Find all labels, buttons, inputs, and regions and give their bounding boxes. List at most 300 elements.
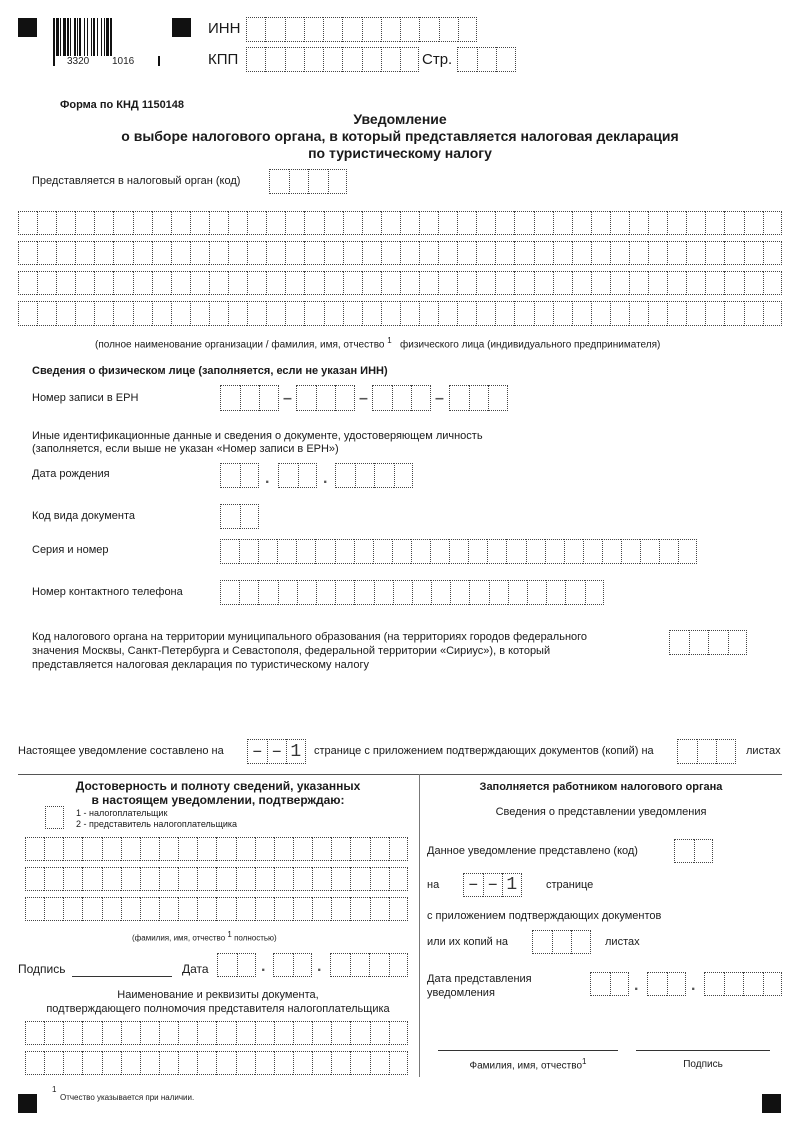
char-cell[interactable]: [362, 301, 381, 326]
char-cell[interactable]: [197, 897, 216, 921]
char-cell[interactable]: [197, 867, 216, 891]
char-cell[interactable]: [140, 897, 159, 921]
char-cell[interactable]: [705, 301, 724, 326]
char-cell[interactable]: [648, 211, 667, 235]
char-cell[interactable]: [152, 211, 171, 235]
char-cell[interactable]: [259, 385, 279, 411]
char-cell[interactable]: [335, 580, 354, 605]
char-cell[interactable]: [274, 897, 293, 921]
char-cell[interactable]: [514, 271, 533, 295]
char-cell[interactable]: [602, 539, 621, 564]
char-cell[interactable]: [705, 271, 724, 295]
char-cell[interactable]: [553, 241, 572, 265]
char-cell[interactable]: [316, 580, 335, 605]
char-cell[interactable]: [534, 241, 553, 265]
char-cell[interactable]: [514, 211, 533, 235]
char-cell[interactable]: [304, 47, 323, 72]
char-cell[interactable]: [285, 47, 304, 72]
sign-year-input[interactable]: [330, 953, 408, 977]
char-cell[interactable]: [495, 241, 514, 265]
char-cell[interactable]: [342, 47, 361, 72]
char-cell[interactable]: [82, 897, 101, 921]
char-cell[interactable]: [648, 241, 667, 265]
char-cell[interactable]: [591, 211, 610, 235]
char-cell[interactable]: [220, 385, 240, 411]
char-cell[interactable]: [94, 211, 113, 235]
char-cell[interactable]: [285, 271, 304, 295]
char-cell[interactable]: [370, 1051, 389, 1075]
char-cell[interactable]: [476, 211, 495, 235]
char-cell[interactable]: [178, 867, 197, 891]
char-cell[interactable]: [621, 539, 640, 564]
char-cell[interactable]: [489, 580, 508, 605]
char-cell[interactable]: [362, 211, 381, 235]
char-cell[interactable]: [534, 271, 553, 295]
char-cell[interactable]: [216, 1021, 235, 1045]
char-cell[interactable]: [274, 1051, 293, 1075]
char-cell[interactable]: [171, 271, 190, 295]
char-cell[interactable]: [121, 1021, 140, 1045]
char-cell[interactable]: [763, 271, 782, 295]
char-cell[interactable]: [350, 897, 369, 921]
char-cell[interactable]: [708, 630, 728, 655]
char-cell[interactable]: [430, 539, 449, 564]
char-cell[interactable]: [526, 539, 545, 564]
char-cell[interactable]: [171, 301, 190, 326]
birth-day-input[interactable]: [220, 463, 259, 488]
char-cell[interactable]: [330, 953, 350, 977]
char-cell[interactable]: [247, 241, 266, 265]
char-cell[interactable]: [82, 867, 101, 891]
char-cell[interactable]: [495, 271, 514, 295]
char-cell[interactable]: [258, 539, 277, 564]
char-cell[interactable]: [102, 867, 121, 891]
ern-input-group-2[interactable]: [296, 385, 355, 411]
char-cell[interactable]: [293, 837, 312, 861]
char-cell[interactable]: [56, 241, 75, 265]
char-cell[interactable]: [316, 385, 336, 411]
char-cell[interactable]: [508, 580, 527, 605]
char-cell[interactable]: [304, 271, 323, 295]
char-cell[interactable]: [209, 301, 228, 326]
char-cell[interactable]: [37, 211, 56, 235]
char-cell[interactable]: [236, 867, 255, 891]
char-cell[interactable]: [438, 301, 457, 326]
char-cell[interactable]: [381, 301, 400, 326]
char-cell[interactable]: [394, 463, 414, 488]
char-cell[interactable]: [370, 837, 389, 861]
char-cell[interactable]: [374, 580, 393, 605]
char-cell[interactable]: [411, 385, 431, 411]
char-cell[interactable]: [629, 301, 648, 326]
char-cell[interactable]: [293, 867, 312, 891]
char-cell[interactable]: [374, 463, 394, 488]
char-cell[interactable]: [255, 837, 274, 861]
char-cell[interactable]: [324, 241, 343, 265]
ern-input-group-4[interactable]: [449, 385, 508, 411]
char-cell[interactable]: [419, 17, 438, 42]
char-cell[interactable]: [532, 930, 552, 954]
char-cell[interactable]: [312, 867, 331, 891]
char-cell[interactable]: [546, 580, 565, 605]
char-cell[interactable]: [610, 271, 629, 295]
char-cell[interactable]: [487, 539, 506, 564]
char-cell[interactable]: [381, 241, 400, 265]
char-cell[interactable]: [400, 47, 419, 72]
char-cell[interactable]: [324, 211, 343, 235]
char-cell[interactable]: [56, 211, 75, 235]
char-cell[interactable]: [419, 301, 438, 326]
char-cell[interactable]: [152, 271, 171, 295]
char-cell[interactable]: [647, 972, 667, 996]
officer-date-year-input[interactable]: [704, 972, 782, 996]
char-cell[interactable]: [468, 539, 487, 564]
char-cell[interactable]: [266, 271, 285, 295]
char-cell[interactable]: [381, 211, 400, 235]
char-cell[interactable]: [236, 837, 255, 861]
char-cell[interactable]: [220, 504, 240, 529]
char-cell[interactable]: [315, 539, 334, 564]
char-cell[interactable]: [728, 630, 748, 655]
char-cell[interactable]: [585, 580, 604, 605]
char-cell[interactable]: [674, 839, 694, 863]
char-cell[interactable]: [44, 1051, 63, 1075]
char-cell[interactable]: [389, 867, 408, 891]
char-cell[interactable]: [266, 301, 285, 326]
char-cell[interactable]: [324, 271, 343, 295]
char-cell[interactable]: [274, 867, 293, 891]
char-cell[interactable]: [629, 271, 648, 295]
officer-pages-input[interactable]: [463, 873, 522, 897]
char-cell[interactable]: [350, 1051, 369, 1075]
char-cell[interactable]: [350, 953, 370, 977]
char-cell[interactable]: [37, 301, 56, 326]
char-cell[interactable]: [216, 897, 235, 921]
char-cell[interactable]: [372, 385, 392, 411]
char-cell[interactable]: [450, 580, 469, 605]
char-cell[interactable]: [419, 211, 438, 235]
char-cell[interactable]: [610, 211, 629, 235]
char-cell[interactable]: [362, 47, 381, 72]
char-cell[interactable]: [389, 837, 408, 861]
char-cell[interactable]: [247, 271, 266, 295]
rep-doc-row-1[interactable]: [25, 1021, 408, 1045]
char-cell[interactable]: [659, 539, 678, 564]
char-cell[interactable]: [667, 301, 686, 326]
char-cell[interactable]: [506, 539, 525, 564]
char-cell[interactable]: [331, 867, 350, 891]
char-cell[interactable]: [308, 169, 328, 194]
char-cell[interactable]: [354, 539, 373, 564]
char-cell[interactable]: [724, 301, 743, 326]
char-cell[interactable]: [228, 211, 247, 235]
char-cell[interactable]: [312, 1021, 331, 1045]
char-cell[interactable]: [469, 385, 489, 411]
char-cell[interactable]: [591, 271, 610, 295]
char-cell[interactable]: [285, 211, 304, 235]
char-cell[interactable]: [178, 837, 197, 861]
char-cell[interactable]: [25, 897, 44, 921]
char-cell[interactable]: [744, 301, 763, 326]
char-cell[interactable]: [331, 897, 350, 921]
char-cell[interactable]: [274, 1021, 293, 1045]
char-cell[interactable]: [591, 301, 610, 326]
char-cell[interactable]: [381, 271, 400, 295]
signer-fio-row-1[interactable]: [25, 837, 408, 861]
char-cell[interactable]: [18, 301, 37, 326]
char-cell[interactable]: [744, 211, 763, 235]
char-cell[interactable]: [343, 301, 362, 326]
char-cell[interactable]: [743, 972, 763, 996]
char-cell[interactable]: [477, 47, 497, 72]
char-cell[interactable]: [449, 539, 468, 564]
char-cell[interactable]: [239, 580, 258, 605]
char-cell[interactable]: [44, 1021, 63, 1045]
char-cell[interactable]: [102, 837, 121, 861]
char-cell[interactable]: [255, 867, 274, 891]
char-cell[interactable]: [724, 241, 743, 265]
char-cell[interactable]: [694, 839, 714, 863]
char-cell[interactable]: [274, 837, 293, 861]
char-cell[interactable]: [273, 953, 293, 977]
char-cell[interactable]: [140, 867, 159, 891]
organization-name-row-2[interactable]: [18, 241, 782, 265]
char-cell[interactable]: [476, 271, 495, 295]
char-cell[interactable]: [350, 837, 369, 861]
char-cell[interactable]: [56, 301, 75, 326]
char-cell[interactable]: [102, 1051, 121, 1075]
char-cell[interactable]: [121, 837, 140, 861]
char-cell[interactable]: [293, 953, 313, 977]
char-cell[interactable]: [246, 17, 265, 42]
char-cell[interactable]: [140, 837, 159, 861]
char-cell[interactable]: [362, 271, 381, 295]
char-cell[interactable]: [629, 241, 648, 265]
char-cell[interactable]: [463, 873, 483, 897]
char-cell[interactable]: [689, 630, 709, 655]
series-number-input[interactable]: [220, 539, 697, 564]
char-cell[interactable]: [572, 241, 591, 265]
char-cell[interactable]: [82, 837, 101, 861]
char-cell[interactable]: [178, 1021, 197, 1045]
char-cell[interactable]: [571, 930, 591, 954]
char-cell[interactable]: [449, 385, 469, 411]
char-cell[interactable]: [514, 241, 533, 265]
char-cell[interactable]: [438, 241, 457, 265]
char-cell[interactable]: [724, 211, 743, 235]
char-cell[interactable]: [400, 17, 419, 42]
char-cell[interactable]: [667, 271, 686, 295]
char-cell[interactable]: [716, 739, 736, 764]
char-cell[interactable]: [667, 972, 687, 996]
char-cell[interactable]: [495, 301, 514, 326]
char-cell[interactable]: [293, 897, 312, 921]
char-cell[interactable]: [744, 271, 763, 295]
char-cell[interactable]: [293, 1051, 312, 1075]
char-cell[interactable]: [75, 271, 94, 295]
char-cell[interactable]: [763, 972, 783, 996]
char-cell[interactable]: [171, 241, 190, 265]
char-cell[interactable]: [677, 739, 697, 764]
char-cell[interactable]: [483, 873, 503, 897]
char-cell[interactable]: [133, 241, 152, 265]
char-cell[interactable]: [534, 301, 553, 326]
char-cell[interactable]: [763, 211, 782, 235]
char-cell[interactable]: [278, 463, 298, 488]
char-cell[interactable]: [564, 539, 583, 564]
char-cell[interactable]: [220, 463, 240, 488]
signer-fio-row-3[interactable]: [25, 897, 408, 921]
char-cell[interactable]: [216, 867, 235, 891]
char-cell[interactable]: [392, 385, 412, 411]
char-cell[interactable]: [63, 897, 82, 921]
char-cell[interactable]: [552, 930, 572, 954]
char-cell[interactable]: [381, 47, 400, 72]
char-cell[interactable]: [133, 271, 152, 295]
char-cell[interactable]: [667, 241, 686, 265]
char-cell[interactable]: [331, 1021, 350, 1045]
char-cell[interactable]: [63, 1051, 82, 1075]
char-cell[interactable]: [343, 271, 362, 295]
char-cell[interactable]: [228, 301, 247, 326]
submitted-code-input[interactable]: [674, 839, 713, 863]
char-cell[interactable]: [18, 271, 37, 295]
char-cell[interactable]: [228, 271, 247, 295]
char-cell[interactable]: [113, 211, 132, 235]
char-cell[interactable]: [400, 211, 419, 235]
char-cell[interactable]: [389, 1051, 408, 1075]
ern-input-group-1[interactable]: [220, 385, 279, 411]
char-cell[interactable]: [220, 539, 239, 564]
char-cell[interactable]: [545, 539, 564, 564]
char-cell[interactable]: [350, 867, 369, 891]
char-cell[interactable]: [697, 739, 717, 764]
char-cell[interactable]: [140, 1051, 159, 1075]
char-cell[interactable]: [763, 241, 782, 265]
char-cell[interactable]: [121, 897, 140, 921]
char-cell[interactable]: [312, 837, 331, 861]
birth-year-input[interactable]: [335, 463, 413, 488]
char-cell[interactable]: [269, 169, 289, 194]
char-cell[interactable]: [354, 580, 373, 605]
char-cell[interactable]: [324, 301, 343, 326]
char-cell[interactable]: [572, 271, 591, 295]
char-cell[interactable]: [113, 241, 132, 265]
char-cell[interactable]: [342, 17, 361, 42]
officer-date-day-input[interactable]: [590, 972, 629, 996]
char-cell[interactable]: [37, 241, 56, 265]
char-cell[interactable]: [265, 17, 284, 42]
phone-input[interactable]: [220, 580, 604, 605]
char-cell[interactable]: [335, 539, 354, 564]
char-cell[interactable]: [18, 241, 37, 265]
char-cell[interactable]: [553, 301, 572, 326]
char-cell[interactable]: [152, 301, 171, 326]
char-cell[interactable]: [629, 211, 648, 235]
char-cell[interactable]: [686, 271, 705, 295]
char-cell[interactable]: [25, 867, 44, 891]
char-cell[interactable]: [389, 1021, 408, 1045]
char-cell[interactable]: [82, 1051, 101, 1075]
char-cell[interactable]: [393, 580, 412, 605]
char-cell[interactable]: [350, 1021, 369, 1045]
char-cell[interactable]: [240, 504, 260, 529]
char-cell[interactable]: [121, 1051, 140, 1075]
char-cell[interactable]: [209, 271, 228, 295]
char-cell[interactable]: [419, 271, 438, 295]
char-cell[interactable]: [247, 739, 267, 764]
char-cell[interactable]: [159, 837, 178, 861]
char-cell[interactable]: [355, 463, 375, 488]
char-cell[interactable]: [102, 1021, 121, 1045]
char-cell[interactable]: [265, 47, 284, 72]
char-cell[interactable]: [63, 837, 82, 861]
rep-doc-row-2[interactable]: [25, 1051, 408, 1075]
tax-authority-code-input[interactable]: [269, 169, 347, 194]
char-cell[interactable]: [152, 241, 171, 265]
char-cell[interactable]: [266, 241, 285, 265]
char-cell[interactable]: [266, 211, 285, 235]
char-cell[interactable]: [457, 211, 476, 235]
char-cell[interactable]: [197, 837, 216, 861]
char-cell[interactable]: [610, 241, 629, 265]
char-cell[interactable]: [381, 17, 400, 42]
birth-month-input[interactable]: [278, 463, 317, 488]
char-cell[interactable]: [296, 539, 315, 564]
char-cell[interactable]: [502, 873, 522, 897]
char-cell[interactable]: [236, 897, 255, 921]
municipal-tax-code-input[interactable]: [669, 630, 747, 655]
char-cell[interactable]: [370, 897, 389, 921]
char-cell[interactable]: [296, 385, 316, 411]
pages-count-input[interactable]: [247, 739, 306, 764]
char-cell[interactable]: [667, 211, 686, 235]
char-cell[interactable]: [400, 271, 419, 295]
char-cell[interactable]: [209, 241, 228, 265]
officer-signature-line[interactable]: [636, 1050, 770, 1051]
char-cell[interactable]: [44, 897, 63, 921]
char-cell[interactable]: [75, 241, 94, 265]
char-cell[interactable]: [255, 897, 274, 921]
char-cell[interactable]: [197, 1021, 216, 1045]
char-cell[interactable]: [648, 271, 667, 295]
char-cell[interactable]: [236, 1021, 255, 1045]
char-cell[interactable]: [343, 241, 362, 265]
char-cell[interactable]: [411, 539, 430, 564]
char-cell[interactable]: [246, 47, 265, 72]
char-cell[interactable]: [228, 241, 247, 265]
char-cell[interactable]: [438, 211, 457, 235]
char-cell[interactable]: [239, 539, 258, 564]
char-cell[interactable]: [216, 1051, 235, 1075]
char-cell[interactable]: [331, 1051, 350, 1075]
char-cell[interactable]: [94, 271, 113, 295]
char-cell[interactable]: [373, 539, 392, 564]
char-cell[interactable]: [704, 972, 724, 996]
officer-fio-line[interactable]: [438, 1050, 618, 1051]
char-cell[interactable]: [44, 867, 63, 891]
char-cell[interactable]: [220, 580, 239, 605]
char-cell[interactable]: [438, 271, 457, 295]
char-cell[interactable]: [328, 169, 348, 194]
char-cell[interactable]: [56, 271, 75, 295]
char-cell[interactable]: [591, 241, 610, 265]
char-cell[interactable]: [255, 1021, 274, 1045]
char-cell[interactable]: [255, 1051, 274, 1075]
char-cell[interactable]: [63, 1021, 82, 1045]
char-cell[interactable]: [178, 897, 197, 921]
char-cell[interactable]: [419, 241, 438, 265]
